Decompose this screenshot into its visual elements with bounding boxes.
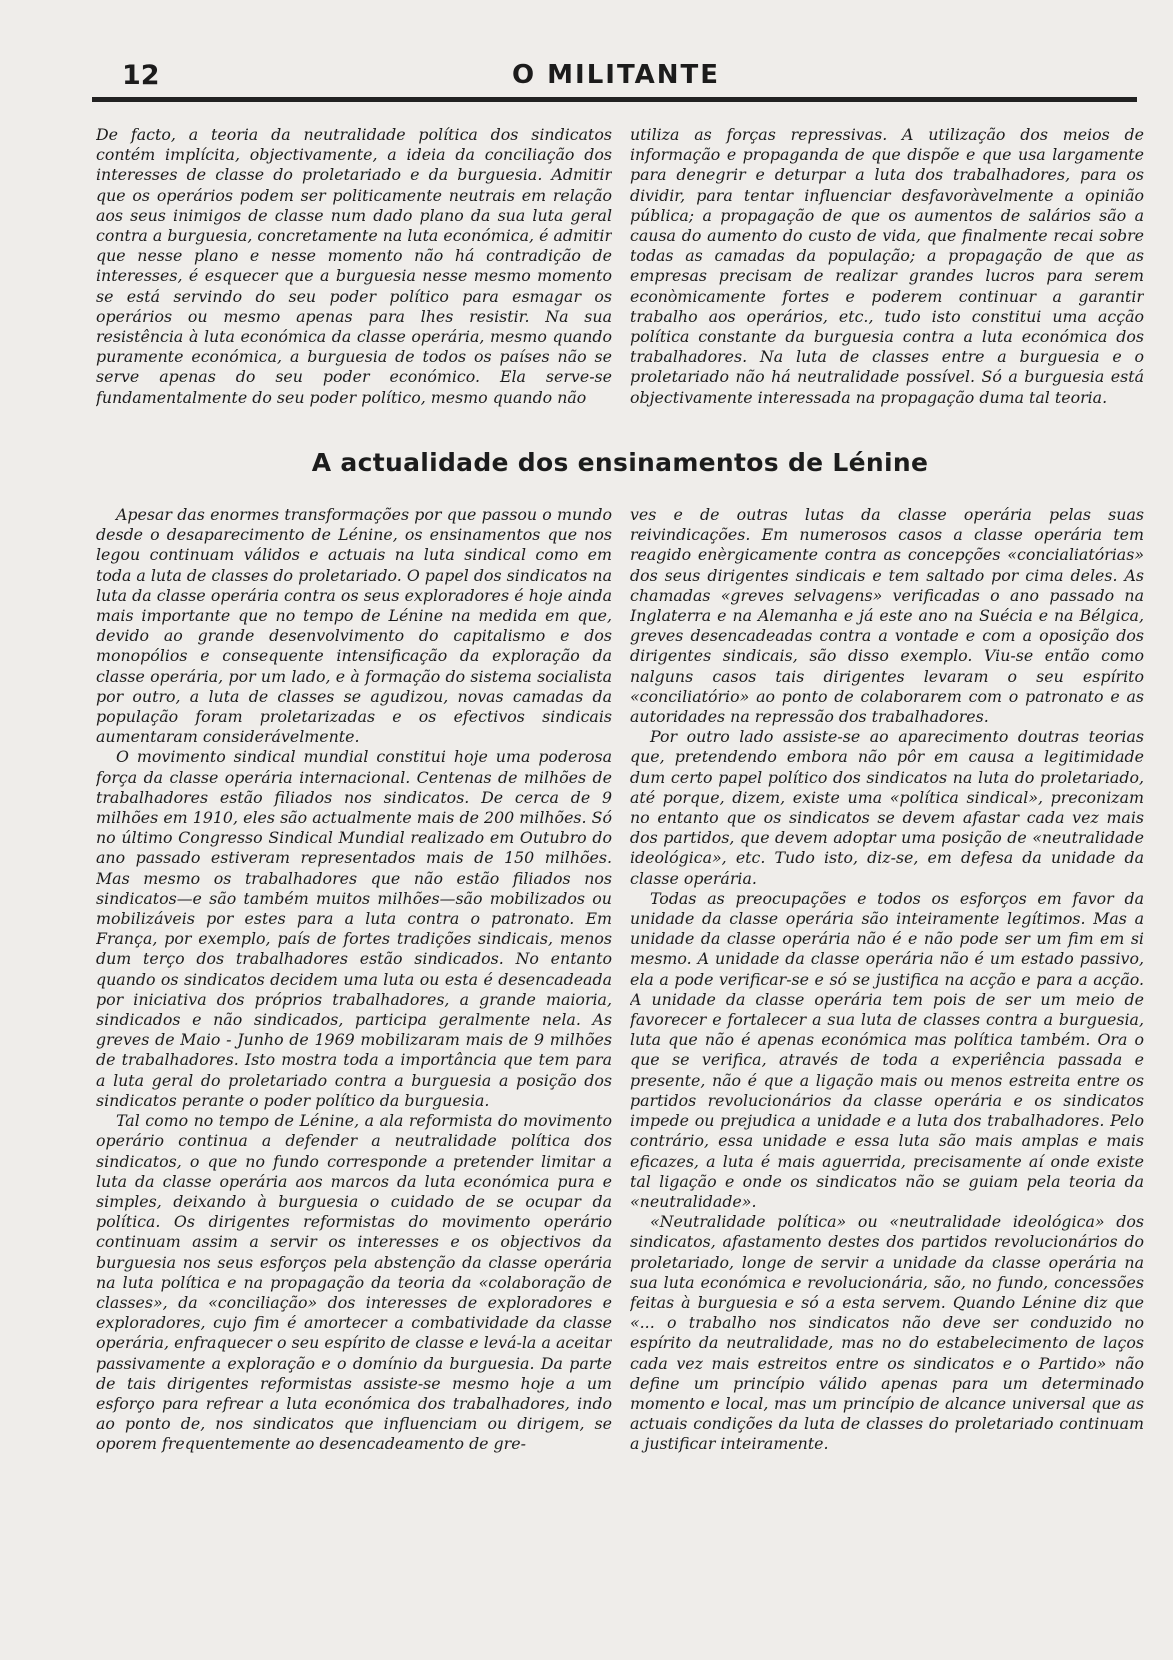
paragraph: utiliza as forças repressivas. A utilização dos meios de informação e propaganda de que dispõe e que usa largamente para denegrir e deturpar a luta dos trabalhadores, para os dividir, para tentar influenciar desfavoràvelmente a opinião pública; a propagação de que os aumentos de salários são a causa do aumento do custo de vida, que finalmente recai sobre todas as camadas da população; a propagação de que as empresas precisam de realizar grandes lucros para serem econòmicamente fortes e poderem continuar a garantir trabalho aos operários, etc., tudo isto constitui uma acção política constante da burguesia contra a luta económica dos trabalhadores. Na luta de classes entre a burguesia e o proletariado não há neutralidade possível. Só a burguesia está objectivamente interessada na propagação duma tal teoria.: [630, 125, 1144, 407]
paragraph: Por outro lado assiste-se ao aparecimento doutras teorias que, pretendendo embora não pôr em causa a legitimidade dum certo papel político dos sindicatos na luta do proletariado, até porque, dizem, existe uma «política sindical», preconizam no entanto que os sindicatos se devem afastar cada vez mais dos partidos, que devem adoptar uma posição de «neutralidade ideológica», etc. Tudo isto, diz-se, em defesa da unidade da classe operária.: [630, 727, 1144, 888]
article-left-column: [96, 505, 612, 1590]
publication-title: O MILITANTE: [512, 60, 721, 90]
page-number: 12: [122, 60, 160, 91]
top-right-column: [630, 125, 1144, 427]
paragraph: Apesar das enormes transformações por que passou o mundo desde o desaparecimento de Lénine, os ensinamentos que nos legou continuam válidos e actuais na luta sindical como em toda a luta de classes do proletariado. O papel dos sindicatos na luta da classe operária contra os seus exploradores é hoje ainda mais importante que no tempo de Lénine na medida em que, devido ao grande desenvolvimento do capitalismo e dos monopólios e consequente intensificação da exploração da classe operária, por um lado, e à formação do sistema socialista por outro, a luta de classes se agudizou, novas camadas da população foram proletarizadas e os efectivos sindicais aumentaram considerávelmente.: [96, 505, 612, 747]
header-rule: [92, 97, 1137, 102]
paragraph: Todas as preocupações e todos os esforços em favor da unidade da classe operária são inteiramente legítimos. Mas a unidade da classe operária não é e não pode ser um fim em si mesmo. A unidade da classe operária não é um estado passivo, ela a pode verificar-se e só se justifica na acção e para a acção. A unidade da classe operária tem pois de ser um meio de favorecer e fortalecer a sua luta de classes contra a burguesia, luta que não é apenas económica mas política também. Ora o que se verifica, através de toda a experiência passada e presente, não é que a ligação mais ou menos estreita entre os partidos revolucionários da classe operária e os sindicatos impede ou prejudica a unidade e a luta dos trabalhadores. Pelo contrário, essa unidade e essa luta são mais amplas e mais eficazes, a luta é mais aguerrida, precisamente aí onde existe tal ligação e onde os sindicatos não se guiam pela teoria da «neutralidade».: [630, 888, 1144, 1211]
paragraph: ves e de outras lutas da classe operária pelas suas reivindicações. Em numerosos casos a classe operária tem reagido enèrgicamente contra as concepções «concialiatórias» dos seus dirigentes sindicais e tem saltado por cima deles. As chamadas «greves selvagens» verificadas o ano passado na Inglaterra e na Alemanha e já este ano na Suécia e na Bélgica, greves desencadeadas contra a vontade e com a oposição dos dirigentes sindicais, são disso exemplo. Viu-se então como nalguns casos tais dirigentes levaram o seu espírito «conciliatório» ao ponto de colaborarem com o patronato e as autoridades na repressão dos trabalhadores.: [630, 505, 1144, 727]
paragraph: «Neutralidade política» ou «neutralidade ideológica» dos sindicatos, afastamento destes dos partidos revolucionários do proletariado, longe de servir a unidade da classe operária na sua luta económica e revolucionária, são, no fundo, concessões feitas à burguesia e só a esta servem. Quando Lénine diz que «... o trabalho nos sindicatos não deve ser conduzido no espírito da neutralidade, mas no do estabelecimento de laços cada vez mais estreitos entre os sindicatos e o Partido» não define um princípio válido apenas para um determinado momento e local, mas um princípio de alcance universal que as actuais condições da luta de classes do proletariado continuam a justificar inteiramente.: [630, 1212, 1144, 1454]
top-left-column: [96, 125, 612, 427]
paragraph: De facto, a teoria da neutralidade política dos sindicatos contém implícita, objectivamente, a ideia da conciliação dos interesses de classe do proletariado e da burguesia. Admitir que os operários podem ser politicamente neutrais em relação aos seus inimigos de classe num dado plano da sua luta geral contra a burguesia, concretamente na luta económica, é admitir que nesse plano e nesse momento não há contradição de interesses, é esquecer que a burguesia nesse mesmo momento se está servindo do seu poder político para esmagar os operários ou mesmo apenas para lhes resistir. Na sua resistência à luta económica da classe operária, mesmo quando puramente económica, a burguesia de todos os países não se serve apenas do seu poder económico. Ela serve-se fundamentalmente do seu poder político, mesmo quando não: [96, 125, 612, 407]
paragraph: O movimento sindical mundial constitui hoje uma poderosa força da classe operária internacional. Centenas de milhões de trabalhadores estão filiados nos sindicatos. De cerca de 9 milhões em 1910, eles são actualmente mais de 200 milhões. Só no último Congresso Sindical Mundial realizado em Outubro do ano passado estiveram representados mais de 150 milhões. Mas mesmo os trabalhadores que não estão filiados nos sindicatos—e são também muitos milhões—são mobilizados ou mobilizáveis por estes para a luta contra o patronato. Em França, por exemplo, país de fortes tradições sindicais, menos dum terço dos trabalhadores estão sindicados. No entanto quando os sindicatos decidem uma luta ou esta é desencadeada por iniciativa dos próprios trabalhadores, a grande maioria, sindicados e não sindicados, participa geralmente nela. As greves de Maio - Junho de 1969 mobilizaram mais de 9 milhões de trabalhadores. Isto mostra toda a importância que tem para a luta geral do proletariado contra a burguesia a posição dos sindicatos perante o poder político da burguesia.: [96, 747, 612, 1110]
article-right-column: [630, 505, 1144, 1590]
article-title: A actualidade dos ensinamentos de Lénine: [311, 448, 929, 477]
page-header: [92, 56, 1137, 96]
paragraph: Tal como no tempo de Lénine, a ala reformista do movimento operário continua a defender a neutralidade política dos sindicatos, o que no fundo corresponde a pretender limitar a luta da classe operária aos marcos da luta económica pura e simples, deixando à burguesia o cuidado de se ocupar da política. Os dirigentes reformistas do movimento operário continuam assim a servir os interesses e os objectivos da burguesia nos seus esforços pela abstenção da classe operária na luta política e na propagação da teoria da «colaboração de classes», da «conciliação» dos interesses de exploradores e exploradores, cujo fim é amortecer a combatividade da classe operária, enfraquecer o seu espírito de classe e levá-la a aceitar passivamente a exploração e o domínio da burguesia. Da parte de tais dirigentes reformistas assiste-se mesmo hoje a um esforço para refrear a luta económica dos trabalhadores, indo ao ponto de, nos sindicatos que influenciam ou dirigem, se oporem frequentemente ao desencadeamento de gre-: [96, 1111, 612, 1454]
